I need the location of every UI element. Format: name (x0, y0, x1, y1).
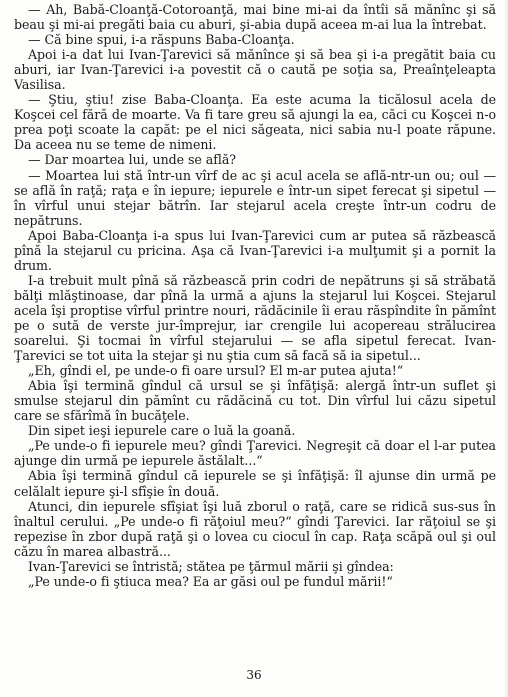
paragraph: — Moartea lui stă într-un vîrf de ac şi acul acela se află-ntr-un ou; oul — se află în raţă; raţa e în iepure; iepurele e într-un sipet ferecat şi sipetul — în vîrful unui stejar bătrîn. Iar stejarul acela creşte într-un codru de nepătruns. (14, 167, 496, 228)
paragraph: — Ah, Babă-Cloanţă-Cotoroanţă, mai bine mi-ai da întîi să mănînc şi să beau şi mi-ai pregăti baia cu aburi, şi-abia după aceea m-ai lua la întrebat. (14, 2, 496, 33)
page-edge-shadow (504, 0, 508, 697)
paragraph: Apoi Baba-Cloanţa i-a spus lui Ivan-Ţarevici cum ar putea să răzbească pînă la stejarul cu pricina. Aşa că Ivan-Ţarevici i-a mulţumit şi a pornit la drum. (14, 227, 496, 273)
paragraph: Abia îşi termină gîndul că ursul se şi înfăţişă: alergă într-un suflet şi smulse stejarul din pămînt cu rădăcină cu tot. Din vîrful lui căzu sipetul care se sfărîmă în bucăţele. (14, 378, 496, 424)
paragraph: Atunci, din iepurele sfîşiat îşi luă zborul o raţă, care se ridică sus-sus în înaltul cerului. „Pe unde-o fi răţoiul meu?“ gîndi Ţarevici. Iar răţoiul se şi repezise în zbor după raţă şi o lovea cu ciocul în cap. Raţa scăpă oul şi oul căzu în marea albastră... (14, 498, 496, 559)
paragraph: Din sipet ieşi iepurele care o luă la goană. (28, 423, 296, 439)
paragraph: Apoi i-a dat lui Ivan-Ţarevici să mănînce şi să bea şi i-a pregătit baia cu aburi, iar Ivan-Ţarevici i-a povestit că o caută pe soţia sa, Preaînţeleapta Vasilisa. (14, 47, 496, 93)
paragraph: „Pe unde-o fi ştiuca mea? Ea ar găsi oul pe fundul mării!“ (28, 573, 393, 589)
paragraph: „Eh, gîndi el, pe unde-o fi oare ursul? El m-ar putea ajuta!“ (28, 363, 404, 379)
paragraph: Abia îşi termină gîndul că iepurele se şi înfăţişă: îl ajunse din urmă pe celălalt iepure şi-l sfîşie în două. (14, 468, 496, 499)
paragraph: — Că bine spui, i-a răspuns Baba-Cloanţa. (28, 32, 295, 48)
paragraph: „Pe unde-o fi iepurele meu? gîndi Ţarevici. Negreşit că doar el l-ar putea ajunge din urmă pe iepurele ăstălalt...“ (14, 438, 496, 469)
paragraph: — Dar moartea lui, unde se află? (28, 152, 236, 168)
paragraph: — Ştiu, ştiu! zise Baba-Cloanţa. Ea este acuma la ticălosul acela de Koşcei cel fără de moarte. Va fi tare greu să ajungi la ea, căci cu Koşcei n-o prea poţi scoate la capăt: pe el nici săgeata, nici sabia nu-l poate răpune. Da aceea nu se teme de nimeni. (14, 92, 496, 153)
paragraph: I-a trebuit mult pînă să răzbească prin codri de nepătruns şi să străbată bălţi mlăştinoase, dar pînă la urmă a ajuns la stejarul lui Koşcei. Stejarul acela îşi proptise vîrful printre nouri, rădăcinile îi erau răspîndite în pămînt pe o sută de verste jur-împrejur, iar crengile lui acopereau strălucirea soarelui. Şi tocmai în vîrful stejarului — se afla sipetul ferecat. Ivan-Ţarevici se tot uita la stejar şi nu ştia cum să facă să ia sipetul... (14, 272, 496, 364)
page-number: 36 (246, 668, 262, 682)
paragraph: Ivan-Ţarevici se întristă; stătea pe ţărmul mării şi gîndea: (28, 558, 394, 574)
story-text (14, 2, 496, 589)
